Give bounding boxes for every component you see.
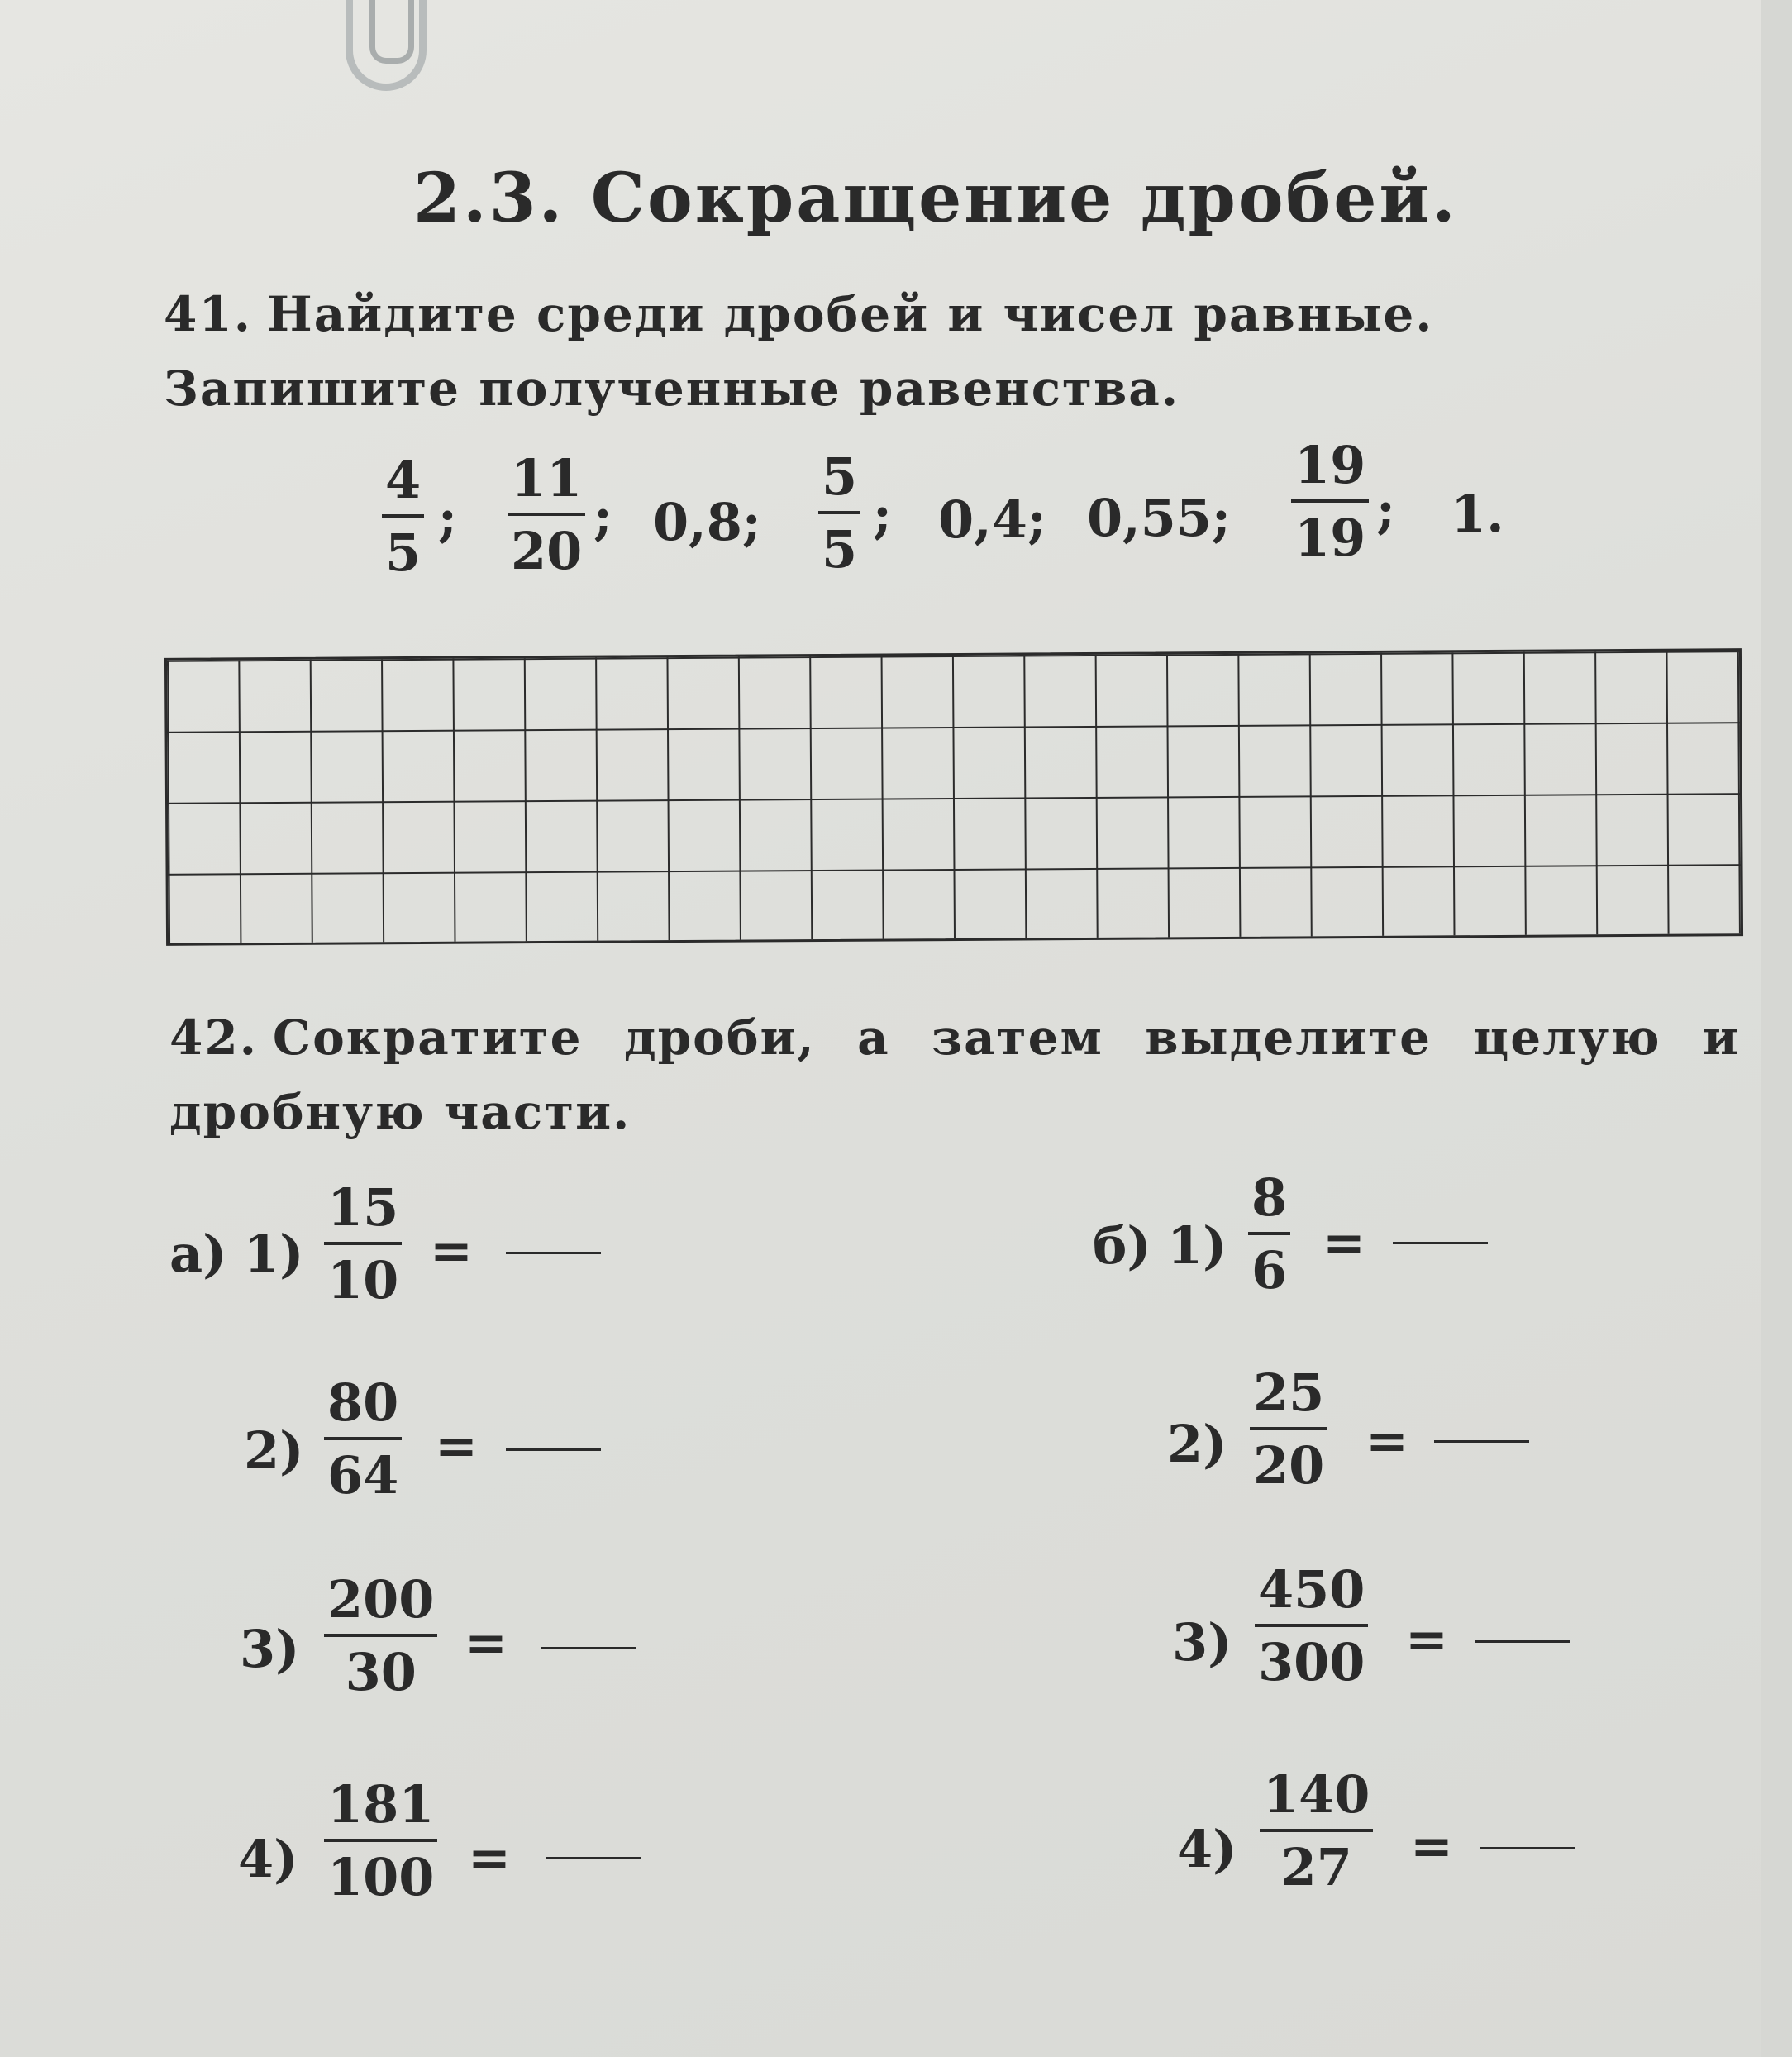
equals-sign: = (435, 1415, 478, 1476)
section-title: 2.3. Сокращение дробей. (413, 159, 1458, 238)
item-label: 2) (244, 1420, 304, 1481)
fraction-8-6: 8 6 (1248, 1172, 1290, 1296)
equals-sign: = (1410, 1816, 1453, 1876)
task-41-text: Найдите среди дробей и чисел равные. Запишите полученные равенства. (164, 286, 1434, 417)
number-1: 1. (1451, 484, 1504, 544)
fraction-4-5: 4 5 (382, 455, 424, 579)
item-label: 4) (1177, 1819, 1237, 1879)
answer-blank[interactable] (1434, 1440, 1529, 1443)
answer-blank[interactable] (546, 1857, 641, 1859)
column-b-label: б) (1093, 1215, 1151, 1276)
fraction-181-100: 181 100 (324, 1779, 437, 1903)
answer-blank[interactable] (541, 1647, 636, 1649)
task-42-text: Сократите дроби, а затем выделите целую и дробную части. (169, 1009, 1740, 1140)
item-label: 1) (1167, 1215, 1227, 1276)
fraction-25-20: 25 20 (1250, 1367, 1327, 1491)
item-label: 3) (1172, 1612, 1232, 1673)
equals-sign: = (468, 1827, 511, 1888)
item-label: 2) (1167, 1414, 1227, 1474)
equals-sign: = (1365, 1410, 1408, 1471)
item-label: 3) (240, 1619, 300, 1679)
task-41-number: 41. (164, 286, 252, 342)
item-label: 4) (238, 1829, 298, 1889)
separator: ; (438, 488, 457, 548)
task-41-statement (164, 277, 1734, 426)
fraction-140-27: 140 27 (1260, 1769, 1373, 1893)
fraction-450-300: 450 300 (1255, 1564, 1368, 1688)
answer-blank[interactable] (1480, 1847, 1575, 1849)
paperclip-icon (346, 0, 427, 91)
separator: ; (593, 486, 612, 546)
answer-blank[interactable] (506, 1252, 601, 1254)
fraction-80-64: 80 64 (324, 1377, 402, 1501)
answer-blank[interactable] (1475, 1640, 1570, 1643)
separator: ; (1376, 480, 1395, 540)
equals-sign: = (430, 1220, 473, 1281)
decimal-0-8: 0,8; (653, 492, 761, 552)
answer-blank[interactable] (506, 1448, 601, 1451)
task-42-statement (169, 1000, 1740, 1149)
task-42-number: 42. (169, 1009, 258, 1066)
fraction-15-10: 15 10 (324, 1182, 402, 1306)
decimal-0-55: 0,55; (1087, 488, 1231, 548)
equals-sign: = (465, 1612, 508, 1673)
item-label: 1) (244, 1224, 304, 1284)
equals-sign: = (1323, 1212, 1365, 1272)
answer-blank[interactable] (1393, 1242, 1488, 1244)
equals-sign: = (1405, 1609, 1448, 1669)
decimal-0-4: 0,4; (938, 489, 1046, 550)
separator: ; (873, 484, 892, 545)
answer-grid[interactable] (164, 648, 1743, 946)
fraction-5-5: 5 5 (818, 451, 860, 575)
fraction-11-20: 11 20 (508, 453, 585, 577)
fraction-19-19: 19 19 (1291, 440, 1369, 564)
fraction-200-30: 200 30 (324, 1574, 437, 1698)
column-a-label: а) (169, 1224, 227, 1284)
